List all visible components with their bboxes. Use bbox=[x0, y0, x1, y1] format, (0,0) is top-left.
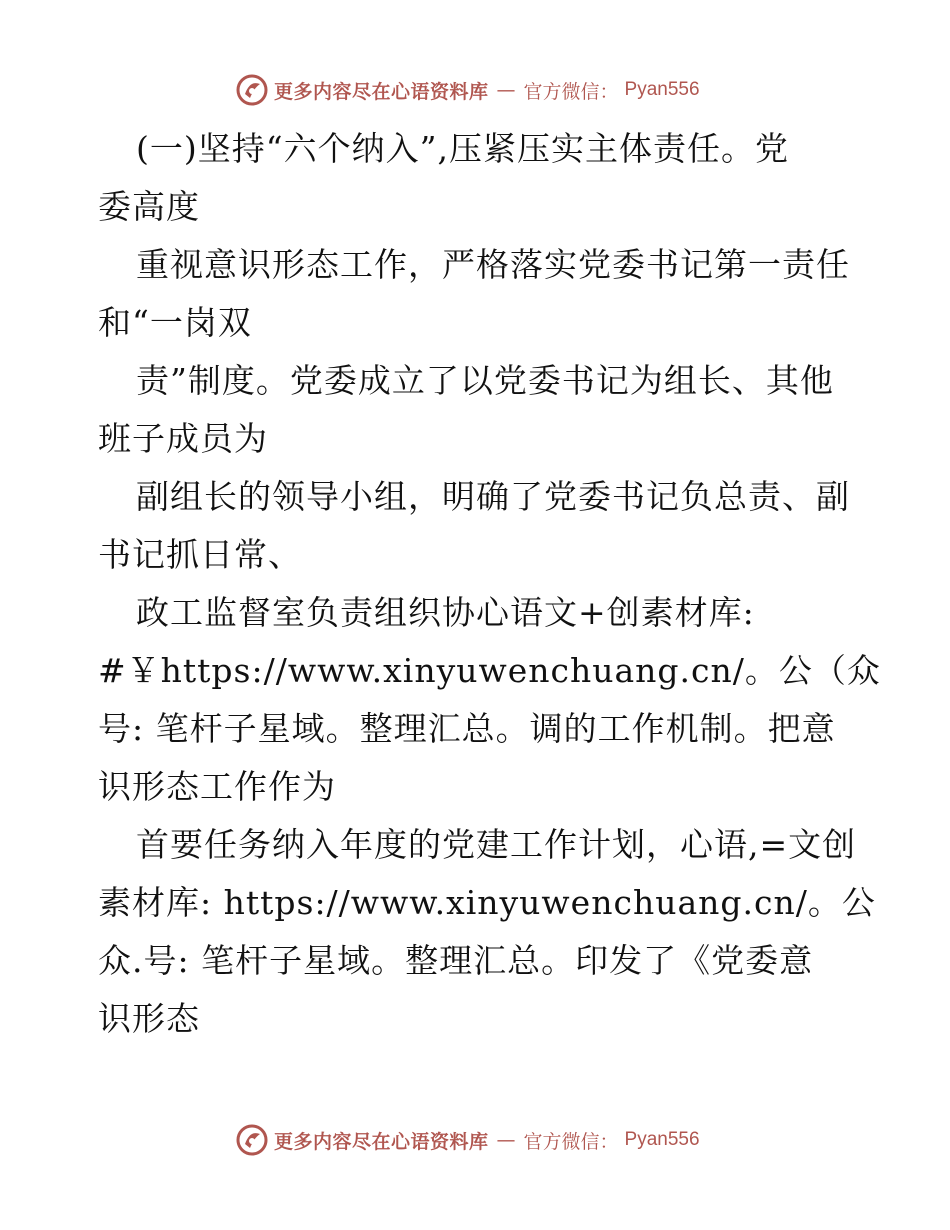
body-line: 素材库: https://www.xinyuwenchuang.cn/。公 bbox=[98, 883, 876, 922]
footer-banner-text: 更多内容尽在心语资料库 bbox=[274, 1130, 489, 1153]
body-line: 委高度 bbox=[98, 187, 200, 226]
header-wechat-id: Pyan556 bbox=[624, 79, 700, 100]
body-line: 政工监督室负责组织协心语文+创素材库: bbox=[136, 593, 755, 632]
body-line: 识形态 bbox=[98, 999, 200, 1038]
body-line: 书记抓日常、 bbox=[98, 535, 302, 574]
header-banner-text: 更多内容尽在心语资料库 bbox=[274, 80, 489, 103]
body-line: 责”制度。党委成立了以党委书记为组长、其他 bbox=[136, 361, 834, 400]
body-line: 副组长的领导小组，明确了党委书记负总责、副 bbox=[136, 477, 850, 516]
document-body bbox=[98, 120, 881, 1048]
footer-wechat-label: 官方微信： bbox=[523, 1130, 619, 1153]
body-line: 识形态工作作为 bbox=[98, 767, 336, 806]
header-banner-dash: — bbox=[496, 79, 516, 101]
body-line: 班子成员为 bbox=[98, 419, 268, 458]
body-line: 号: 笔杆子星域。整理汇总。调的工作机制。把意 bbox=[98, 709, 836, 748]
body-line: 众.号: 笔杆子星域。整理汇总。印发了《党委意 bbox=[98, 941, 814, 980]
body-line: #￥https://www.xinyuwenchuang.cn/。公（众 bbox=[98, 651, 881, 690]
header-wechat-label: 官方微信： bbox=[523, 80, 619, 103]
body-line: 和“一岗双 bbox=[98, 303, 252, 342]
footer-banner-dash: — bbox=[496, 1129, 516, 1151]
body-line: (一)坚持“六个纳入”,压紧压实主体责任。党 bbox=[136, 129, 789, 168]
red-swirl-logo-icon bbox=[236, 74, 268, 106]
footer-wechat-id: Pyan556 bbox=[624, 1129, 700, 1150]
red-swirl-logo-icon bbox=[236, 1124, 268, 1156]
footer-watermark-banner bbox=[236, 1122, 700, 1158]
body-line: 首要任务纳入年度的党建工作计划，心语,=文创 bbox=[136, 825, 857, 864]
body-line: 重视意识形态工作，严格落实党委书记第一责任 bbox=[136, 245, 850, 284]
header-watermark-banner bbox=[236, 72, 700, 108]
